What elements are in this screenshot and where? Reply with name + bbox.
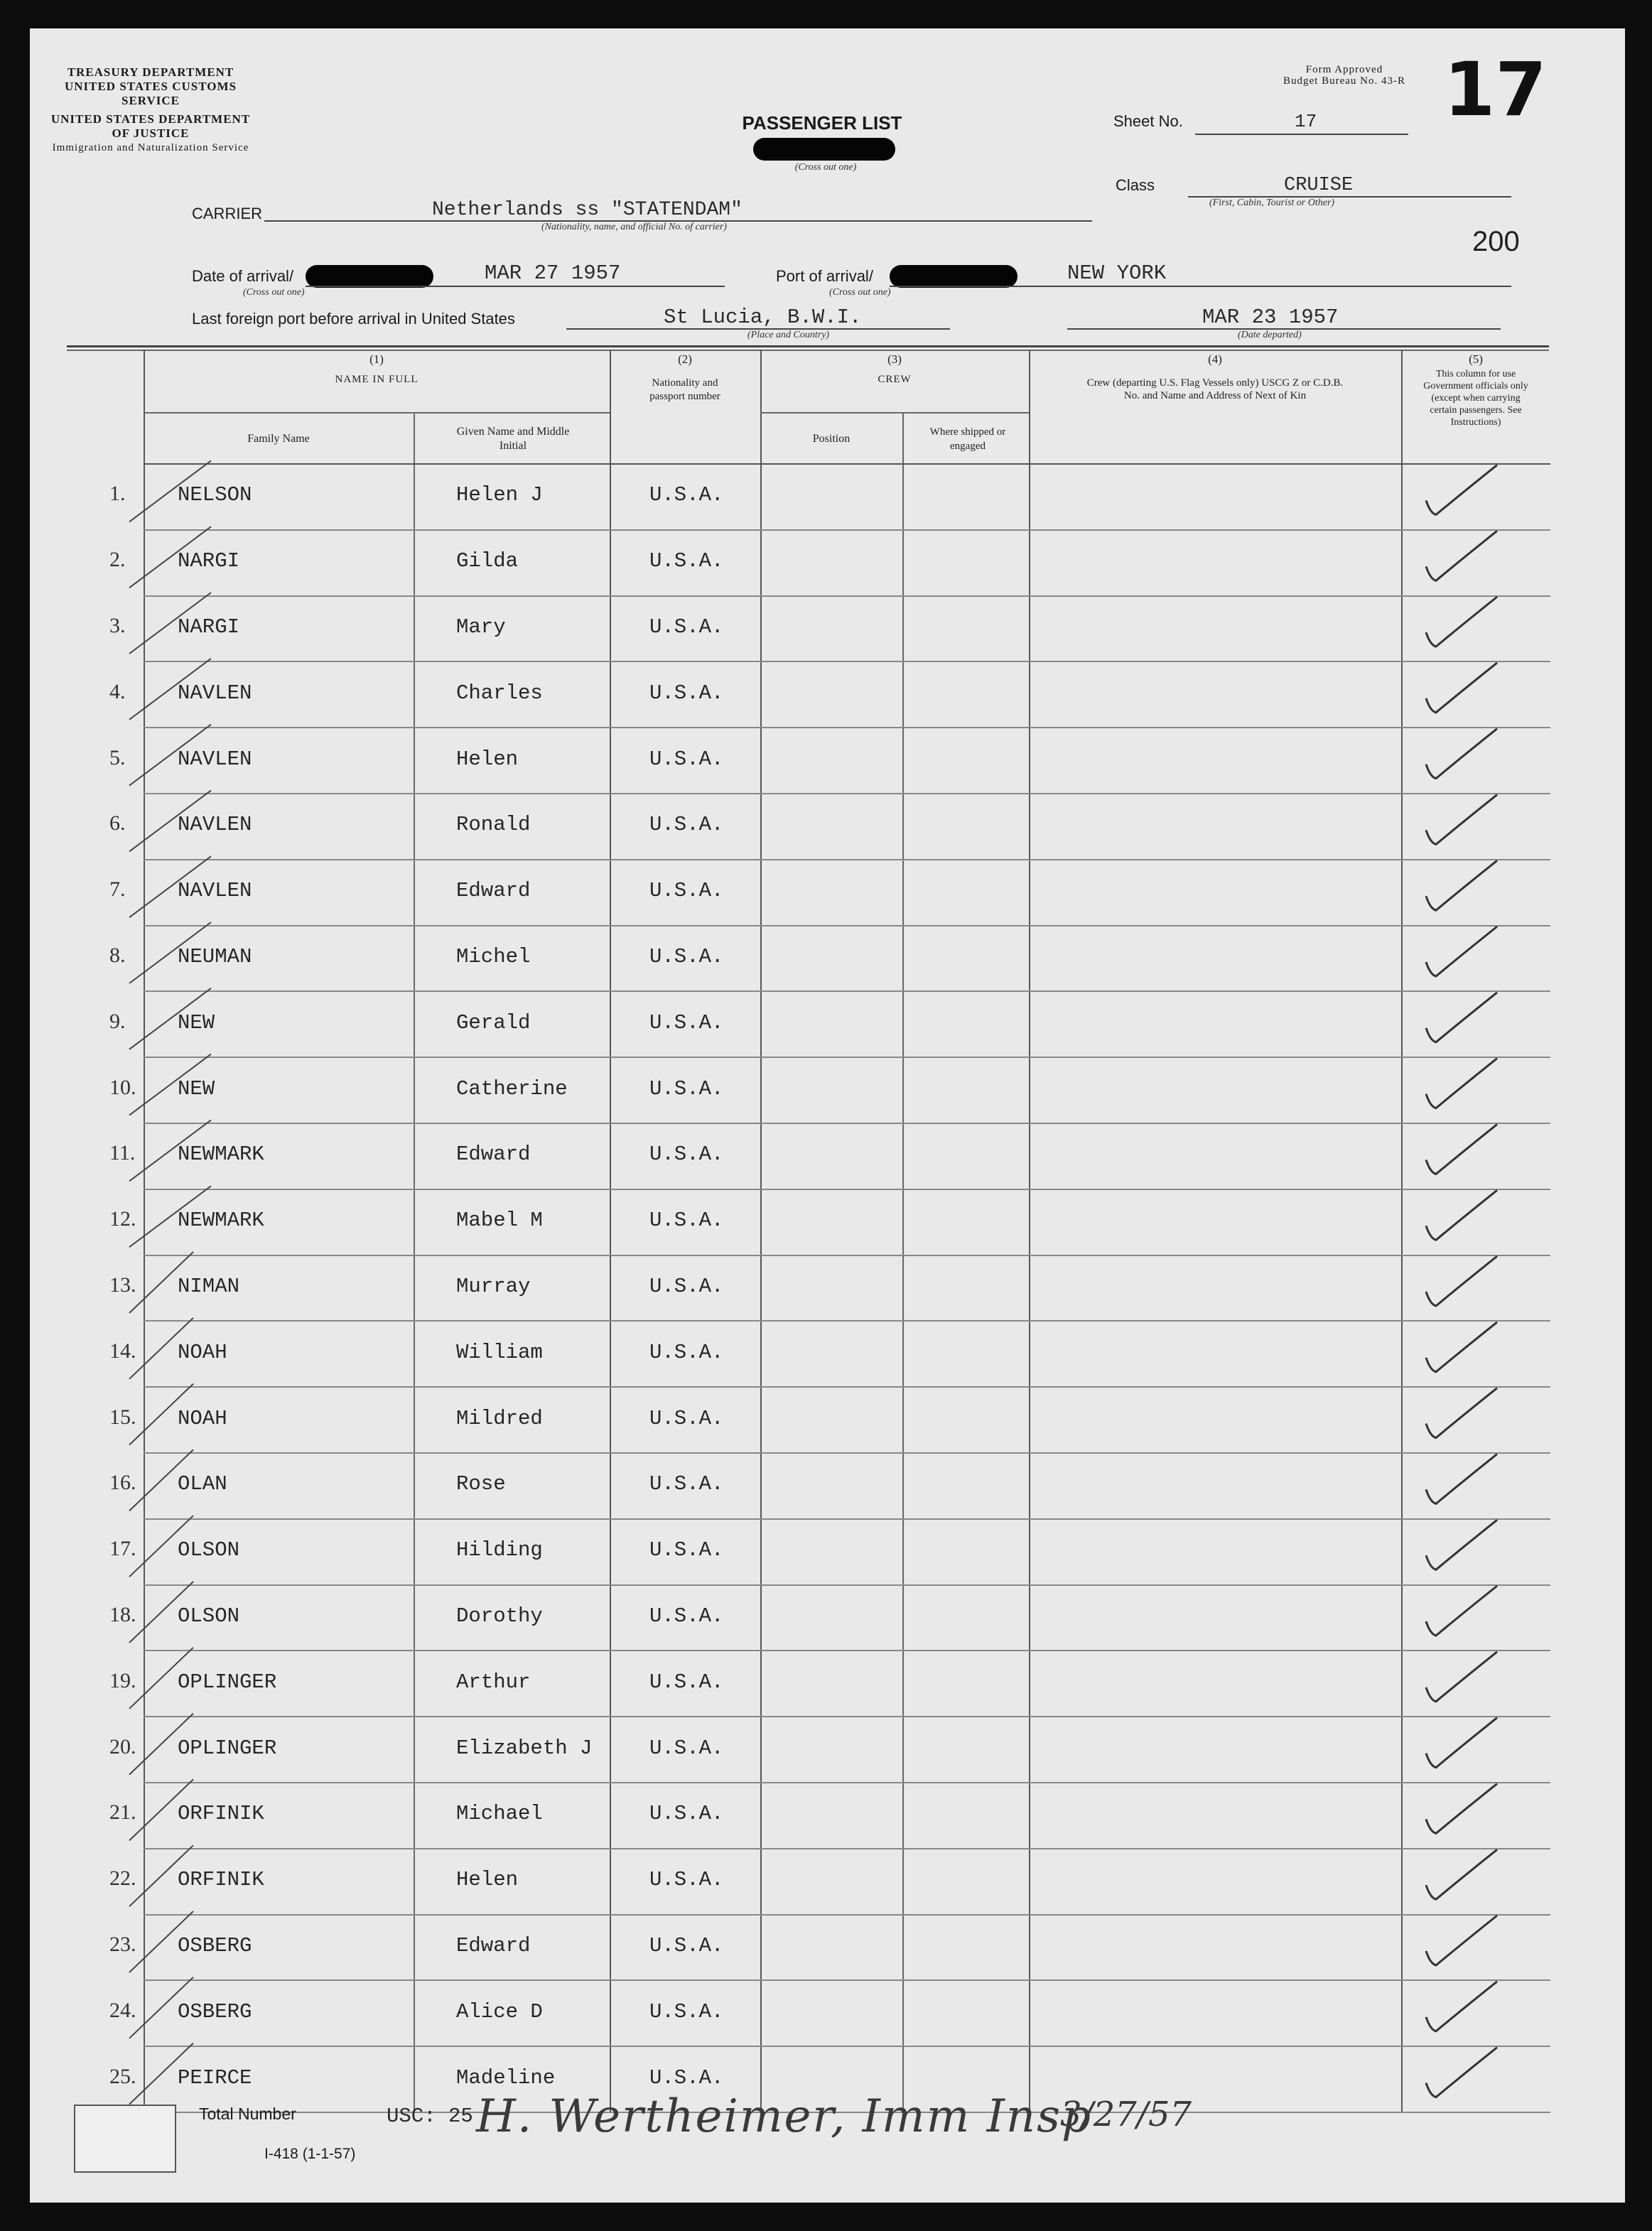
given-name-cell: Alice D: [456, 1999, 543, 2024]
family-name-cell: OSBERG: [178, 1999, 252, 2024]
check-mark: [1426, 1718, 1497, 1768]
check-mark: [1426, 1190, 1497, 1240]
col-given-name: Given Name and Middle Initial: [456, 426, 570, 452]
check-mark: [1426, 1388, 1497, 1438]
given-name-cell: Dorothy: [456, 1604, 543, 1628]
check-mark: [1426, 729, 1497, 779]
family-name-cell: NEW: [178, 1076, 215, 1101]
check-mark: [1426, 1256, 1497, 1306]
col4-number: (4): [1208, 352, 1222, 366]
nationality-cell: U.S.A.: [649, 1209, 724, 1233]
check-mark: [1426, 1586, 1497, 1636]
row-tick-slash: [129, 1120, 211, 1181]
family-name-cell: OSBERG: [178, 1934, 252, 1957]
row-number: 1.: [109, 482, 126, 506]
departed-value: MAR 23 1957: [1202, 306, 1339, 329]
given-name-cell: Edward: [456, 879, 531, 903]
row-tick-slash: [129, 1384, 193, 1445]
row-tick-slash: [129, 593, 211, 654]
row-tick-slash: [129, 725, 211, 786]
nationality-cell: U.S.A.: [649, 747, 724, 771]
row-number: 17.: [109, 1537, 136, 1561]
row-tick-slash: [129, 1714, 193, 1775]
check-mark: [1426, 1322, 1497, 1372]
row-number: 15.: [109, 1405, 136, 1429]
carrier-sub: (Nationality, name, and official No. of carrier): [541, 222, 727, 232]
family-name-cell: OLSON: [178, 1604, 240, 1628]
given-name-cell: Ronald: [456, 813, 531, 837]
given-name-cell: Gilda: [456, 549, 519, 573]
row-tick-slash: [129, 1779, 193, 1840]
col1-title: NAME IN FULL: [335, 374, 419, 385]
nationality-cell: U.S.A.: [649, 483, 724, 507]
title-sub: (Cross out one): [794, 162, 857, 173]
carrier-label: CARRIER: [192, 205, 263, 222]
check-mark: [1426, 465, 1497, 514]
given-name-cell: Gerald: [456, 1010, 531, 1035]
nationality-cell: U.S.A.: [649, 615, 724, 639]
family-name-cell: NAVLEN: [178, 813, 252, 837]
given-name-cell: Catherine: [456, 1076, 568, 1101]
row-tick-slash: [129, 790, 211, 851]
sheet-value: 17: [1295, 111, 1317, 132]
agency-line-1: TREASURY DEPARTMENT: [67, 65, 234, 79]
row-number: 25.: [109, 2064, 136, 2088]
check-mark: [1426, 794, 1497, 844]
row-tick-slash: [129, 1516, 193, 1577]
page-title: PASSENGER LIST: [742, 112, 902, 134]
check-mark: [1426, 2048, 1497, 2097]
row-number: 4.: [109, 679, 126, 703]
family-name-cell: PEIRCE: [178, 2065, 252, 2090]
nationality-cell: U.S.A.: [649, 1934, 724, 1957]
row-tick-slash: [129, 1845, 193, 1906]
check-mark: [1426, 1982, 1497, 2031]
family-name-cell: OPLINGER: [178, 1736, 277, 1760]
given-name-cell: Charles: [456, 681, 543, 705]
class-value: CRUISE: [1284, 175, 1354, 196]
check-mark: [1426, 1849, 1497, 1899]
last-port-value: St Lucia, B.W.I.: [664, 306, 862, 329]
col2-title: Nationality and passport number: [649, 377, 720, 402]
given-name-cell: Arthur: [456, 1670, 531, 1694]
check-mark: [1426, 1059, 1497, 1108]
nationality-cell: U.S.A.: [649, 1340, 724, 1364]
col-where-shipped: Where shipped or engaged: [929, 426, 1006, 452]
last-port-label: Last foreign port before arrival in United States: [192, 310, 515, 328]
col1-number: (1): [369, 352, 384, 366]
given-name-cell: Michel: [456, 945, 531, 968]
nationality-cell: U.S.A.: [649, 1670, 724, 1694]
given-name-cell: William: [456, 1340, 543, 1364]
check-mark: [1426, 1454, 1497, 1503]
row-tick-slash: [129, 988, 211, 1049]
footer-box: [74, 2105, 176, 2173]
row-number: 5.: [109, 745, 126, 769]
nationality-cell: U.S.A.: [649, 1010, 724, 1035]
row-number: 16.: [109, 1471, 136, 1495]
nationality-cell: U.S.A.: [649, 549, 724, 573]
total-number-value: USC: 25: [387, 2105, 473, 2128]
family-name-cell: NEWMARK: [178, 1142, 264, 1167]
family-name-cell: NAVLEN: [178, 747, 252, 771]
row-number: 24.: [109, 1998, 136, 2022]
row-number: 20.: [109, 1734, 136, 1759]
col5-title: This column for use Government officials only (except when carrying certain passengers. See Instructions): [1423, 369, 1528, 428]
row-tick-slash: [129, 1186, 211, 1247]
family-name-cell: NEUMAN: [178, 945, 252, 968]
row-number: 18.: [109, 1603, 136, 1626]
row-number: 19.: [109, 1668, 136, 1692]
budget-bureau: Budget Bureau No. 43-R: [1283, 75, 1405, 87]
inspector-signature: H. Wertheimer, Imm Insp: [476, 2090, 1092, 2143]
nationality-cell: U.S.A.: [649, 2065, 724, 2090]
row-tick-slash: [129, 1252, 193, 1313]
given-name-cell: Helen: [456, 747, 519, 771]
nationality-cell: U.S.A.: [649, 1076, 724, 1101]
nationality-cell: U.S.A.: [649, 1604, 724, 1628]
check-mark: [1426, 1124, 1497, 1174]
family-name-cell: NARGI: [178, 615, 240, 639]
family-name-cell: NOAH: [178, 1406, 227, 1430]
check-mark: [1426, 927, 1497, 976]
agency-line-2: UNITED STATES CUSTOMS SERVICE: [64, 80, 237, 107]
col3-title: CREW: [878, 374, 912, 385]
sheet-label: Sheet No.: [1113, 112, 1183, 130]
row-tick-slash: [129, 1977, 193, 2038]
row-tick-slash: [129, 526, 211, 588]
given-name-cell: Mabel M: [456, 1209, 543, 1233]
given-name-cell: Michael: [456, 1802, 543, 1826]
row-number: 3.: [109, 614, 126, 637]
col-family-name: Family Name: [247, 433, 310, 445]
row-tick-slash: [129, 1318, 193, 1379]
given-name-cell: Helen J: [456, 483, 543, 507]
nationality-cell: U.S.A.: [649, 1538, 724, 1562]
family-name-cell: ORFINIK: [178, 1868, 264, 1892]
given-name-cell: Madeline: [456, 2065, 556, 2090]
signature-date: 3/27/57: [1060, 2095, 1192, 2134]
row-tick-slash: [129, 460, 211, 522]
row-tick-slash: [129, 1449, 193, 1511]
check-mark: [1426, 1652, 1497, 1702]
given-name-cell: Rose: [456, 1472, 506, 1496]
nationality-cell: U.S.A.: [649, 1406, 724, 1430]
row-number: 7.: [109, 877, 126, 902]
sheet-number-large: 17: [1444, 46, 1547, 133]
row-tick-slash: [129, 1582, 193, 1643]
col-position: Position: [812, 433, 851, 445]
row-number: 14.: [109, 1339, 136, 1363]
given-name-cell: Murray: [456, 1275, 531, 1298]
check-mark: [1426, 1520, 1497, 1570]
nationality-cell: U.S.A.: [649, 1802, 724, 1826]
class-label: Class: [1116, 176, 1155, 194]
family-name-cell: ORFINIK: [178, 1802, 264, 1826]
row-number: 23.: [109, 1933, 136, 1956]
last-port-sub: (Place and Country): [747, 330, 830, 340]
row-number: 2.: [109, 548, 126, 572]
family-name-cell: NAVLEN: [178, 681, 252, 705]
passenger-list-sheet: [30, 28, 1625, 2203]
row-tick-slash: [129, 1054, 211, 1116]
row-number: 13.: [109, 1273, 136, 1297]
nationality-cell: U.S.A.: [649, 1868, 724, 1892]
port-arrival-sub: (Cross out one): [829, 287, 891, 298]
family-name-cell: NEWMARK: [178, 1209, 264, 1233]
total-number-label: Total Number: [199, 2105, 296, 2123]
given-name-cell: Helen: [456, 1868, 519, 1892]
given-name-cell: Edward: [456, 1934, 531, 1957]
nationality-cell: U.S.A.: [649, 879, 724, 903]
date-arrival-sub: (Cross out one): [243, 287, 305, 298]
check-mark: [1426, 1916, 1497, 1965]
row-number: 21.: [109, 1800, 136, 1825]
col3-number: (3): [887, 352, 902, 366]
family-name-cell: NELSON: [178, 483, 252, 507]
row-tick-slash: [129, 856, 211, 917]
form-approved: Form Approved: [1305, 64, 1383, 75]
col2-number: (2): [678, 352, 692, 366]
row-tick-slash: [129, 922, 211, 983]
check-mark: [1426, 1783, 1497, 1833]
port-arrival-value: NEW YORK: [1067, 261, 1167, 285]
nationality-cell: U.S.A.: [649, 681, 724, 705]
given-name-cell: Elizabeth J: [456, 1736, 593, 1760]
row-number: 10.: [109, 1075, 136, 1099]
row-number: 9.: [109, 1009, 126, 1033]
class-sub: (First, Cabin, Tourist or Other): [1209, 198, 1335, 208]
check-mark: [1426, 663, 1497, 713]
carrier-value: Netherlands ss "STATENDAM": [432, 199, 743, 221]
check-mark: [1426, 860, 1497, 910]
family-name-cell: NIMAN: [178, 1275, 240, 1298]
check-mark: [1426, 531, 1497, 580]
nationality-cell: U.S.A.: [649, 1472, 724, 1496]
col4-title: Crew (departing U.S. Flag Vessels only) USCG Z or C.D.B. No. and Name and Address of Next of Kin: [1086, 377, 1344, 401]
family-name-cell: OLSON: [178, 1538, 240, 1562]
family-name-cell: OPLINGER: [178, 1670, 277, 1694]
row-tick-slash: [129, 2043, 193, 2105]
row-tick-slash: [129, 1911, 193, 1972]
date-arrival-value: MAR 27 1957: [485, 261, 621, 285]
family-name-cell: OLAN: [178, 1472, 227, 1496]
family-name-cell: NARGI: [178, 549, 240, 573]
row-tick-slash: [129, 659, 211, 720]
given-name-cell: Edward: [456, 1142, 531, 1167]
nationality-cell: U.S.A.: [649, 945, 724, 968]
agency-line-4: Immigration and Naturalization Service: [52, 142, 249, 153]
given-name-cell: Mildred: [456, 1406, 543, 1430]
departed-sub: (Date departed): [1238, 330, 1302, 340]
check-mark: [1426, 597, 1497, 647]
row-tick-slash: [129, 1648, 193, 1709]
row-number: 6.: [109, 811, 126, 836]
nationality-cell: U.S.A.: [649, 1275, 724, 1298]
col5-number: (5): [1469, 352, 1483, 366]
nationality-cell: U.S.A.: [649, 1999, 724, 2024]
nationality-cell: U.S.A.: [649, 1736, 724, 1760]
given-name-cell: Mary: [456, 615, 506, 639]
row-number: 12.: [109, 1207, 136, 1231]
row-number: 22.: [109, 1867, 136, 1891]
family-name-cell: NAVLEN: [178, 879, 252, 903]
agency-line-3: UNITED STATES DEPARTMENT OF JUSTICE: [50, 112, 251, 140]
count-value: 200: [1472, 226, 1520, 257]
port-arrival-label: Port of arrival/: [776, 267, 873, 285]
check-mark: [1426, 993, 1497, 1042]
nationality-cell: U.S.A.: [649, 1142, 724, 1167]
check-marks-layer: [30, 28, 1625, 2203]
family-name-cell: NEW: [178, 1010, 215, 1035]
nationality-cell: U.S.A.: [649, 813, 724, 837]
given-name-cell: Hilding: [456, 1538, 543, 1562]
form-number: I-418 (1-1-57): [264, 2146, 356, 2162]
row-number: 8.: [109, 944, 126, 967]
date-arrival-label: Date of arrival/: [192, 267, 294, 285]
family-name-cell: NOAH: [178, 1340, 227, 1364]
row-number: 11.: [109, 1141, 136, 1165]
